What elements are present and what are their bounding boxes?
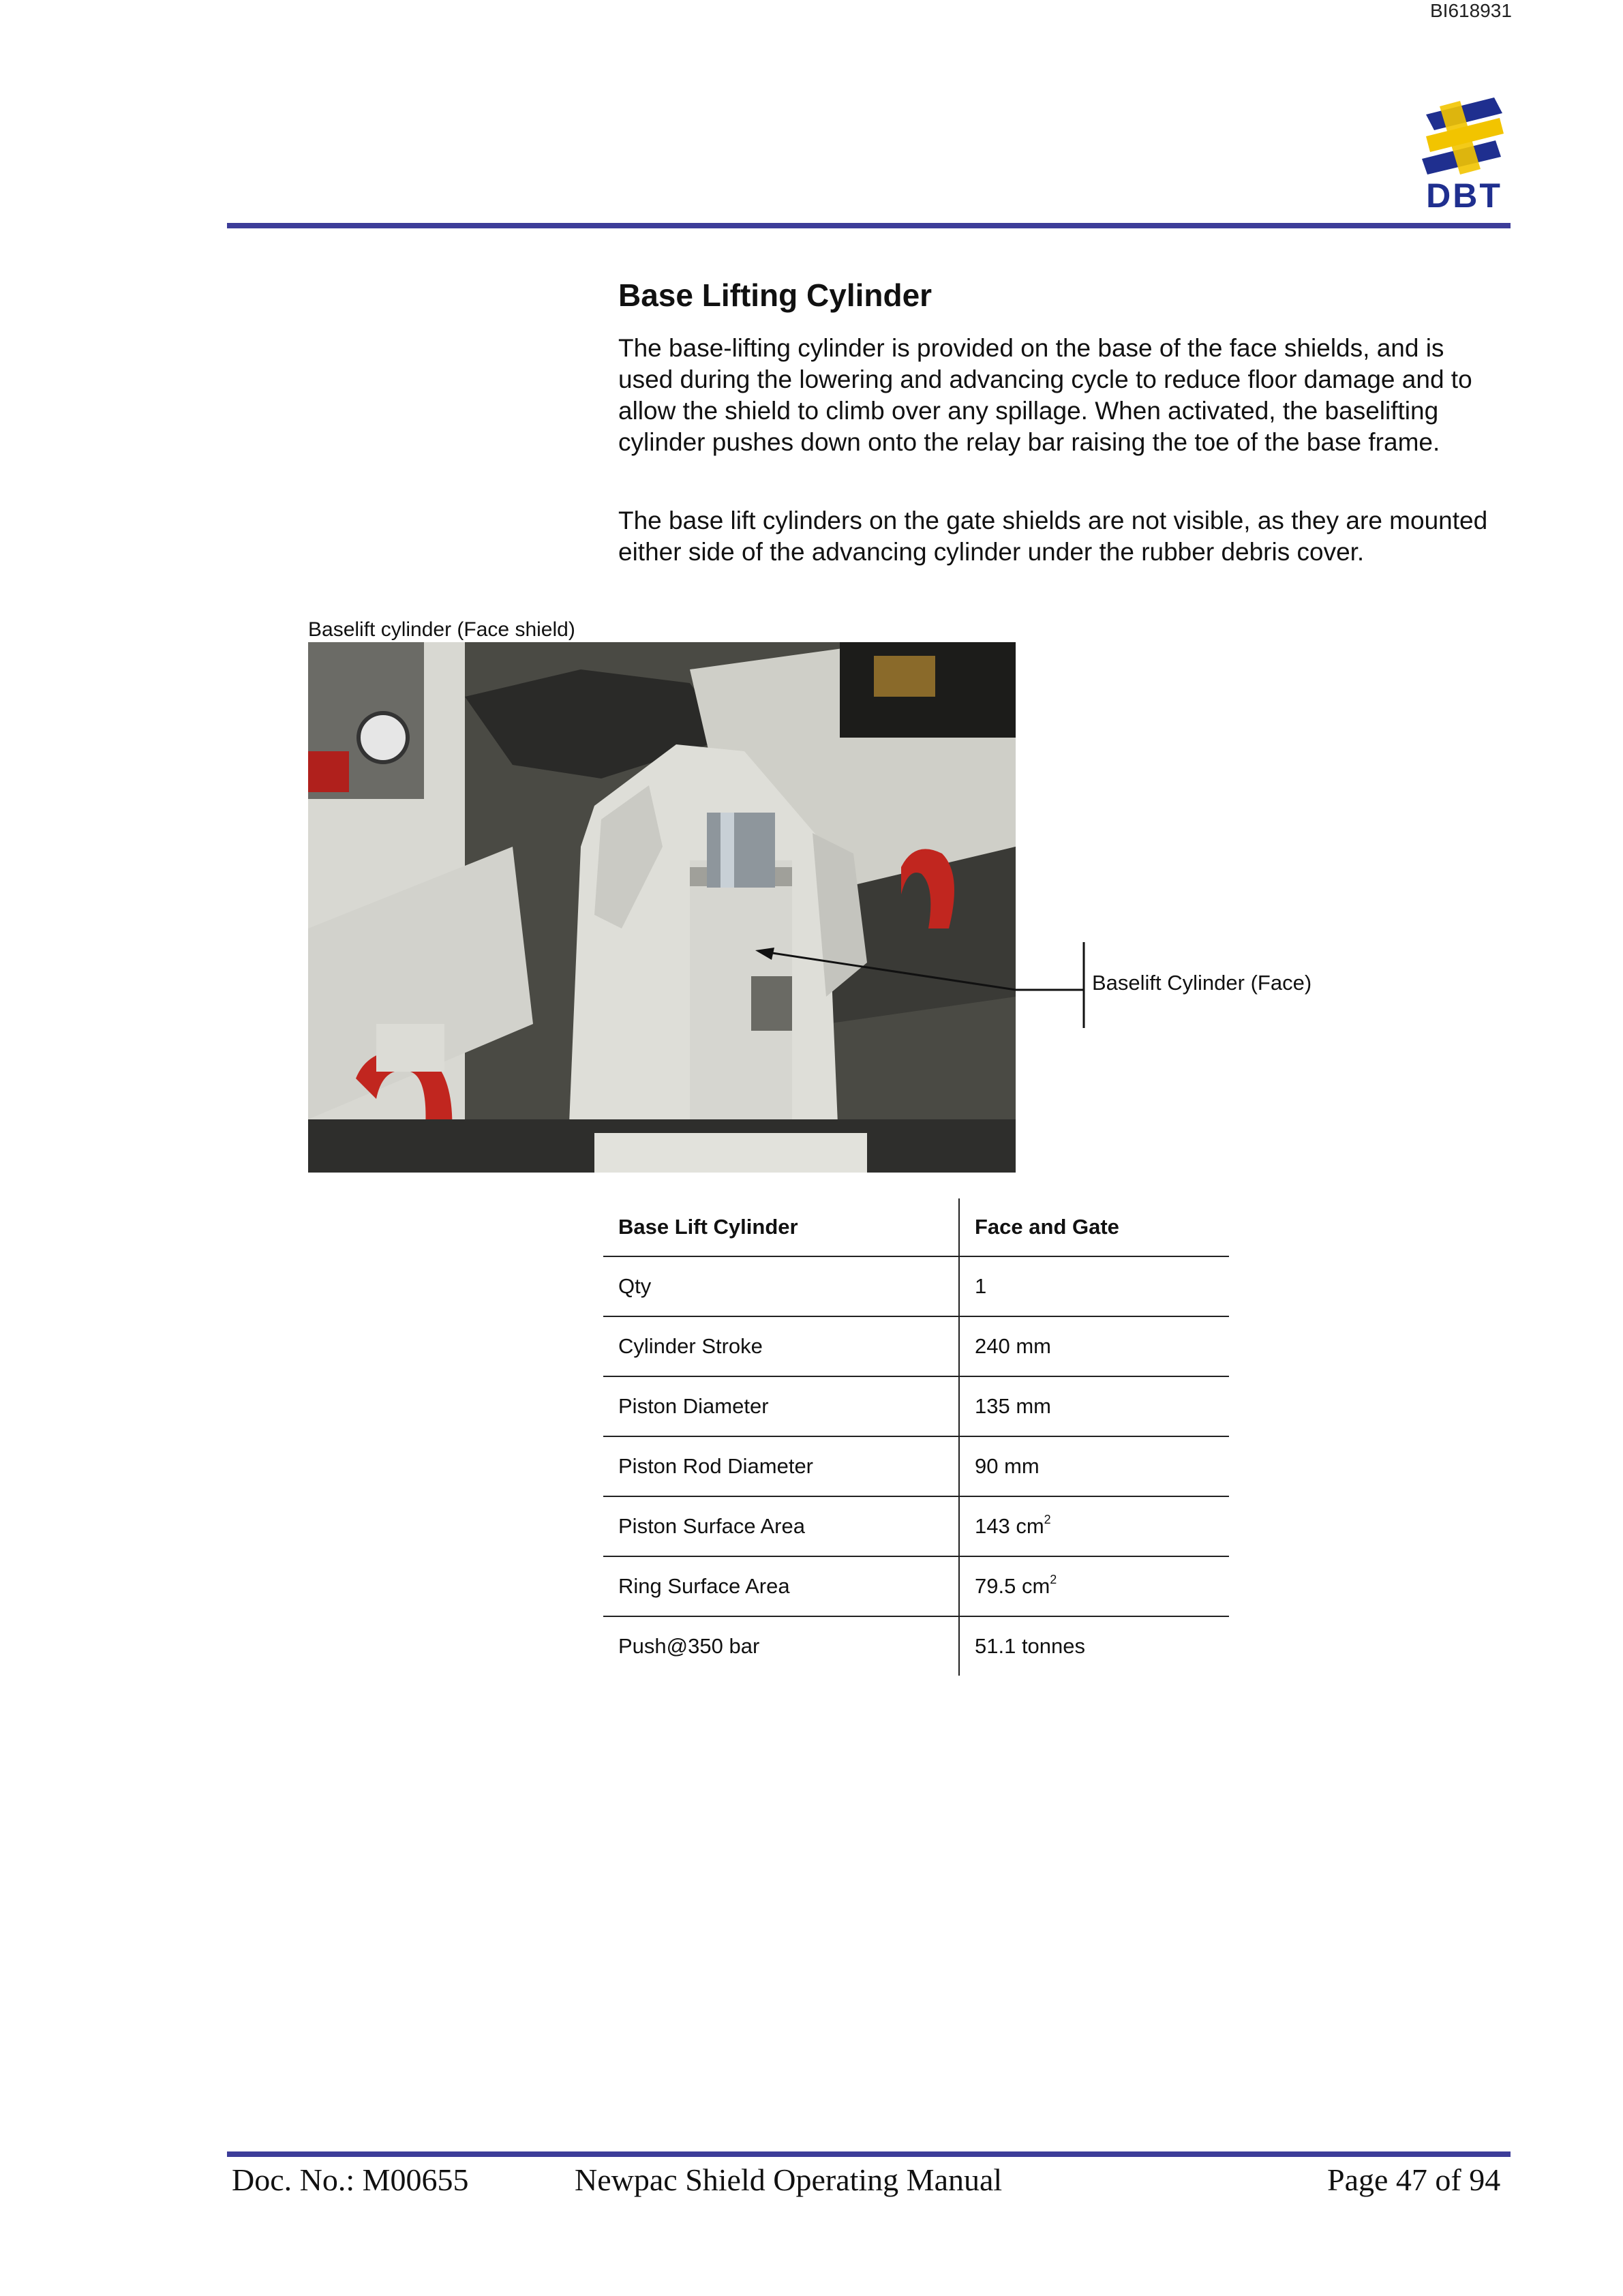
table-header-row	[603, 1198, 1229, 1256]
row-label: Piston Diameter	[603, 1376, 959, 1436]
value-text: 79.5 cm	[975, 1574, 1050, 1598]
value-text: 51.1 tonnes	[975, 1634, 1086, 1658]
table-row	[603, 1556, 1229, 1616]
row-value	[959, 1316, 1229, 1376]
body-paragraph: The base lift cylinders on the gate shields are not visible, as they are mounted either side of the advancing cylinder under the rubber debris cover.	[618, 507, 1488, 566]
callout-leader-line	[743, 941, 1091, 1036]
dbt-logo	[1419, 94, 1509, 214]
table-row	[603, 1316, 1229, 1376]
body-paragraph: The base-lifting cylinder is provided on the base of the face shields, and is used during the lowering and advancing cycle to reduce floor damage and to allow the shield to climb over any spillage. When activated, the baselifting cylinder pushes down onto the relay bar raising the toe of the base frame.	[618, 334, 1472, 456]
footer-doc-number: Doc. No.: M00655	[232, 2162, 469, 2197]
table-row	[603, 1616, 1229, 1676]
value-text: 1	[975, 1274, 987, 1298]
footer-manual-title: Newpac Shield Operating Manual	[575, 2162, 1003, 2197]
table-row	[603, 1436, 1229, 1496]
row-label: Push@350 bar	[603, 1616, 959, 1676]
row-value	[959, 1436, 1229, 1496]
row-label: Cylinder Stroke	[603, 1316, 959, 1376]
row-value	[959, 1256, 1229, 1316]
value-text: 90 mm	[975, 1454, 1040, 1478]
superscript: 2	[1044, 1513, 1051, 1526]
value-text: 143 cm	[975, 1514, 1044, 1538]
table-header-cell: Base Lift Cylinder	[603, 1198, 959, 1256]
header-rule	[227, 223, 1511, 228]
table-header-cell: Face and Gate	[959, 1198, 1229, 1256]
value-text: 135 mm	[975, 1394, 1051, 1418]
table-row	[603, 1376, 1229, 1436]
figure-caption: Baselift cylinder (Face shield)	[308, 618, 575, 641]
footer-page-number: Page 47 of 94	[1327, 2162, 1501, 2197]
superscript: 2	[1050, 1573, 1057, 1586]
table-row	[603, 1256, 1229, 1316]
row-value	[959, 1556, 1229, 1616]
logo-text: DBT	[1426, 177, 1502, 215]
row-value	[959, 1376, 1229, 1436]
callout-label: Baselift Cylinder (Face)	[1092, 971, 1312, 995]
section-title: Base Lifting Cylinder	[618, 277, 932, 313]
baselift-cylinder-photo	[308, 642, 1016, 1173]
row-label: Piston Rod Diameter	[603, 1436, 959, 1496]
spec-table	[603, 1198, 1229, 1676]
value-text: 240 mm	[975, 1334, 1051, 1358]
document-id: BI618931	[1430, 0, 1512, 21]
row-label: Piston Surface Area	[603, 1496, 959, 1556]
row-label: Ring Surface Area	[603, 1556, 959, 1616]
dbt-logo-icon	[1419, 94, 1509, 183]
row-label: Qty	[603, 1256, 959, 1316]
footer-rule	[227, 2151, 1511, 2157]
row-value	[959, 1616, 1229, 1676]
row-value	[959, 1496, 1229, 1556]
cylinder-photo-illustration	[308, 642, 1016, 1173]
table-row	[603, 1496, 1229, 1556]
